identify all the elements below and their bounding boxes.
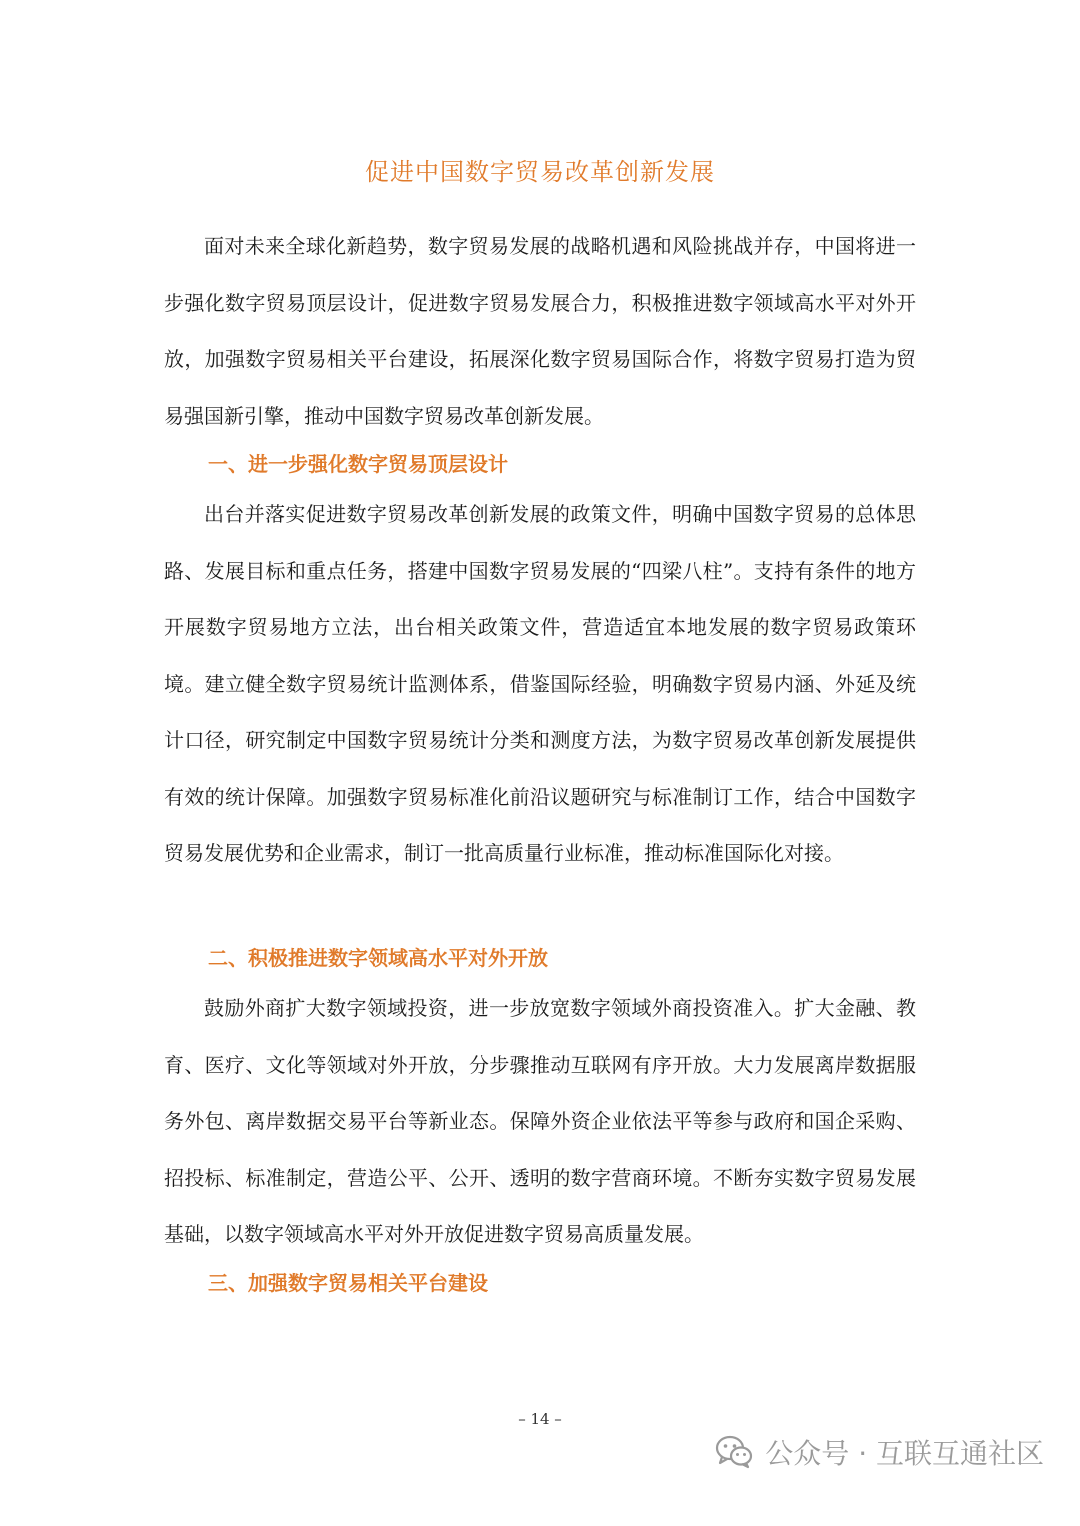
document-title: 促进中国数字贸易改革创新发展 xyxy=(365,158,715,186)
wechat-icon xyxy=(715,1435,753,1469)
section-2-paragraph: 鼓励外商扩大数字领域投资，进一步放宽数字领域外商投资准入。扩大金融、教育、医疗、文化等领域对外开放，分步骤推动互联网有序开放。大力发展离岸数据服务外包、离岸数据交易平台等新业态。保障外资企业依法平等参与政府和国企采购、招投标、标准制定，营造公平、公开、透明的数字营商环境。不断夯实数字贸易发展基础，以数字领域高水平对外开放促进数字贸易高质量发展。 xyxy=(164,996,916,1246)
page-number: – 14 – xyxy=(518,1410,562,1428)
section-1-paragraph: 出台并落实促进数字贸易改革创新发展的政策文件，明确中国数字贸易的总体思路、发展目标和重点任务，搭建中国数字贸易发展的“四梁八柱”。支持有条件的地方开展数字贸易地方立法，出台相关政策文件，营造适宜本地发展的数字贸易政策环境。建立健全数字贸易统计监测体系，借鉴国际经验，明确数字贸易内涵、外延及统计口径，研究制定中国数字贸易统计分类和测度方法，为数字贸易改革创新发展提供有效的统计保障。加强数字贸易标准化前沿议题研究与标准制订工作，结合中国数字贸易发展优势和企业需求，制订一批高质量行业标准，推动标准国际化对接。 xyxy=(164,502,916,865)
section-heading-1: 一、进一步强化数字贸易顶层设计 xyxy=(208,452,508,476)
section-heading-3: 三、加强数字贸易相关平台建设 xyxy=(208,1271,488,1295)
intro-paragraph: 面对未来全球化新趋势，数字贸易发展的战略机遇和风险挑战并存，中国将进一步强化数字贸易顶层设计，促进数字贸易发展合力，积极推进数字领域高水平对外开放，加强数字贸易相关平台建设，拓展深化数字贸易国际合作，将数字贸易打造为贸易强国新引擎，推动中国数字贸易改革创新发展。 xyxy=(164,234,916,428)
watermark xyxy=(715,1432,1044,1472)
section-heading-2: 二、积极推进数字领域高水平对外开放 xyxy=(208,946,548,970)
watermark-text: 公众号 · 互联互通社区 xyxy=(765,1437,1044,1470)
